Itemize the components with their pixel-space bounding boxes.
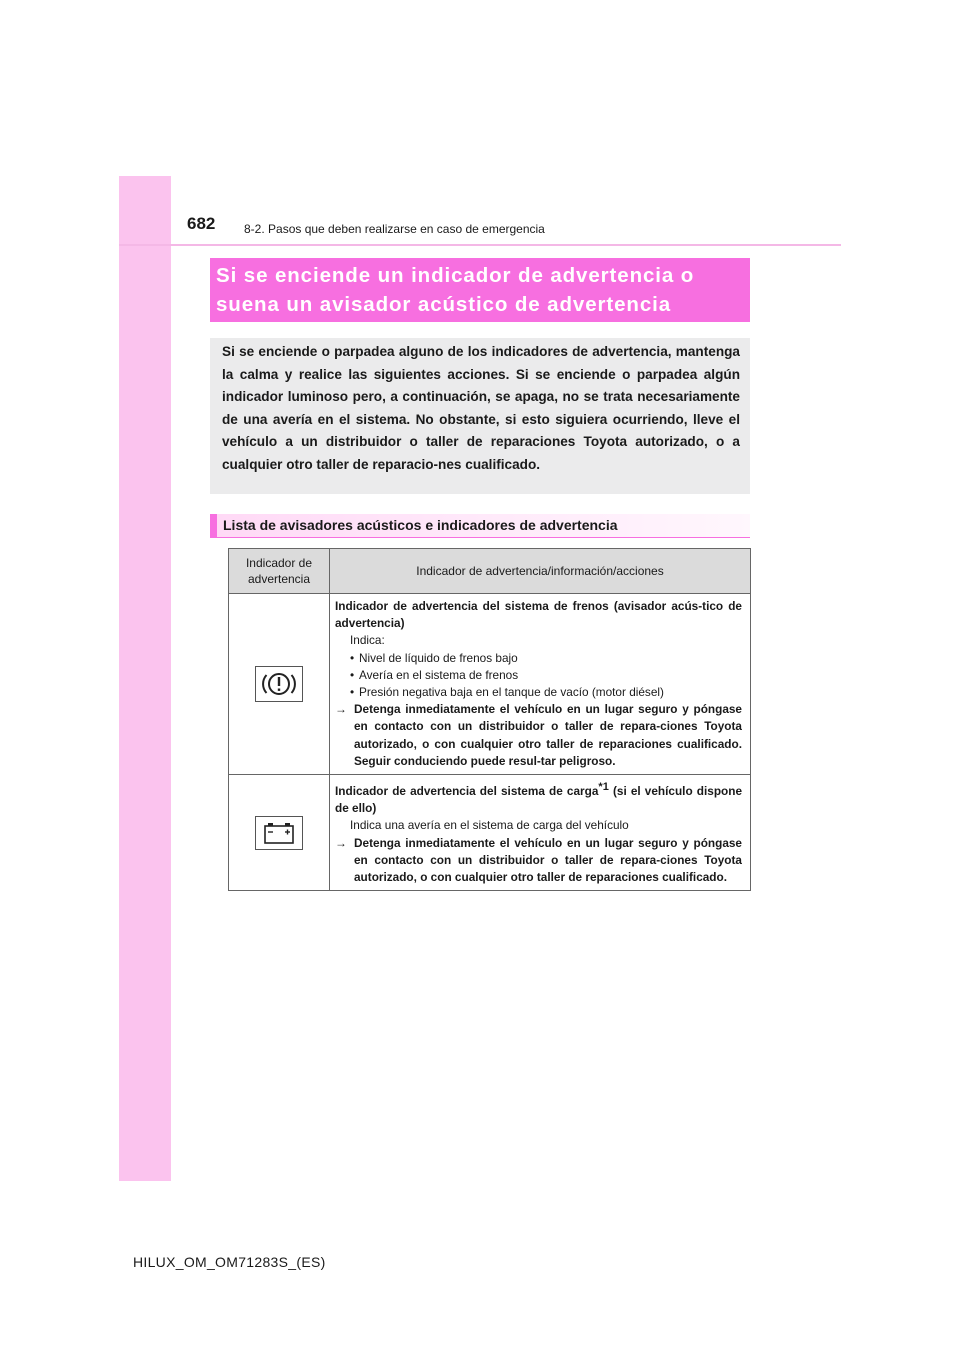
chapter-title-line-1: Si se enciende un indicador de advertencia o xyxy=(216,264,695,287)
list-item: • Presión negativa baja en el tanque de vacío (motor diésel) xyxy=(335,684,742,701)
description-cell xyxy=(330,775,751,891)
list-item: • Nivel de líquido de frenos bajo xyxy=(335,650,742,667)
warning-title: Indicador de advertencia del sistema de frenos (avisador acús-tico de advertencia) xyxy=(335,599,742,631)
indicator-cell xyxy=(229,594,330,775)
intro-paragraph: Si se enciende o parpadea alguno de los indicadores de advertencia, mantenga la calma y realice las siguientes acciones. Si se enciende o parpadea algún indicador luminoso pero, a continuación, se apaga, no se trata necesariamente de una avería en el sistema. No obstante, si esto siguiera ocurriendo, lleve el vehículo a un distribuidor o taller de reparaciones Toyota autorizado, o a cualquier otro taller de reparacio-nes cualificado. xyxy=(210,338,750,494)
action-text: → Detenga inmediatamente el vehículo en un lugar seguro y póngase en contacto con un distribuidor o taller de repara-ciones Toyota autorizado, o con cualquier otro taller de reparaciones cualificado. Seguir conduciendo puede resul-tar peligroso. xyxy=(335,701,742,770)
chapter-title-line-2: suena un avisador acústico de advertencia xyxy=(216,293,672,316)
table-row xyxy=(229,594,751,775)
column-header-indicator: Indicador de advertencia xyxy=(229,549,330,594)
section-title: 8-2. Pasos que deben realizarse en caso de emergencia xyxy=(244,222,545,236)
description-cell xyxy=(330,594,751,775)
warning-title-suffix: (si el vehículo dispone de ello) xyxy=(335,783,743,816)
indicator-cell xyxy=(229,775,330,891)
indicates-label: Indica: xyxy=(350,633,385,648)
warning-title-text: Indicador de advertencia del sistema de carga xyxy=(335,783,599,798)
column-header-description: Indicador de advertencia/información/acciones xyxy=(330,549,751,594)
footer-code: HILUX_OM_OM71283S_(ES) xyxy=(133,1254,326,1270)
battery-icon xyxy=(255,816,303,850)
warning-table xyxy=(228,548,751,891)
side-tab-bar xyxy=(119,176,171,1181)
action-text: → Detenga inmediatamente el vehículo en un lugar seguro y póngase en contacto con un distribuidor o taller de repara-ciones Toyota autorizado, o con cualquier otro taller de reparaciones cualificado. xyxy=(335,835,742,887)
page-number: 682 xyxy=(187,214,216,233)
table-row xyxy=(229,775,751,891)
footnote-marker: *1 xyxy=(598,781,609,794)
table-header-row xyxy=(229,549,751,594)
chapter-title xyxy=(210,258,750,322)
brake-warning-icon xyxy=(255,666,303,702)
list-item: • Avería en el sistema de frenos xyxy=(335,667,742,684)
indicates-text: Indica una avería en el sistema de carga del vehículo xyxy=(350,818,629,833)
warning-title xyxy=(335,779,742,817)
header-divider xyxy=(119,244,841,246)
sub-heading: Lista de avisadores acústicos e indicadores de advertencia xyxy=(210,514,750,538)
